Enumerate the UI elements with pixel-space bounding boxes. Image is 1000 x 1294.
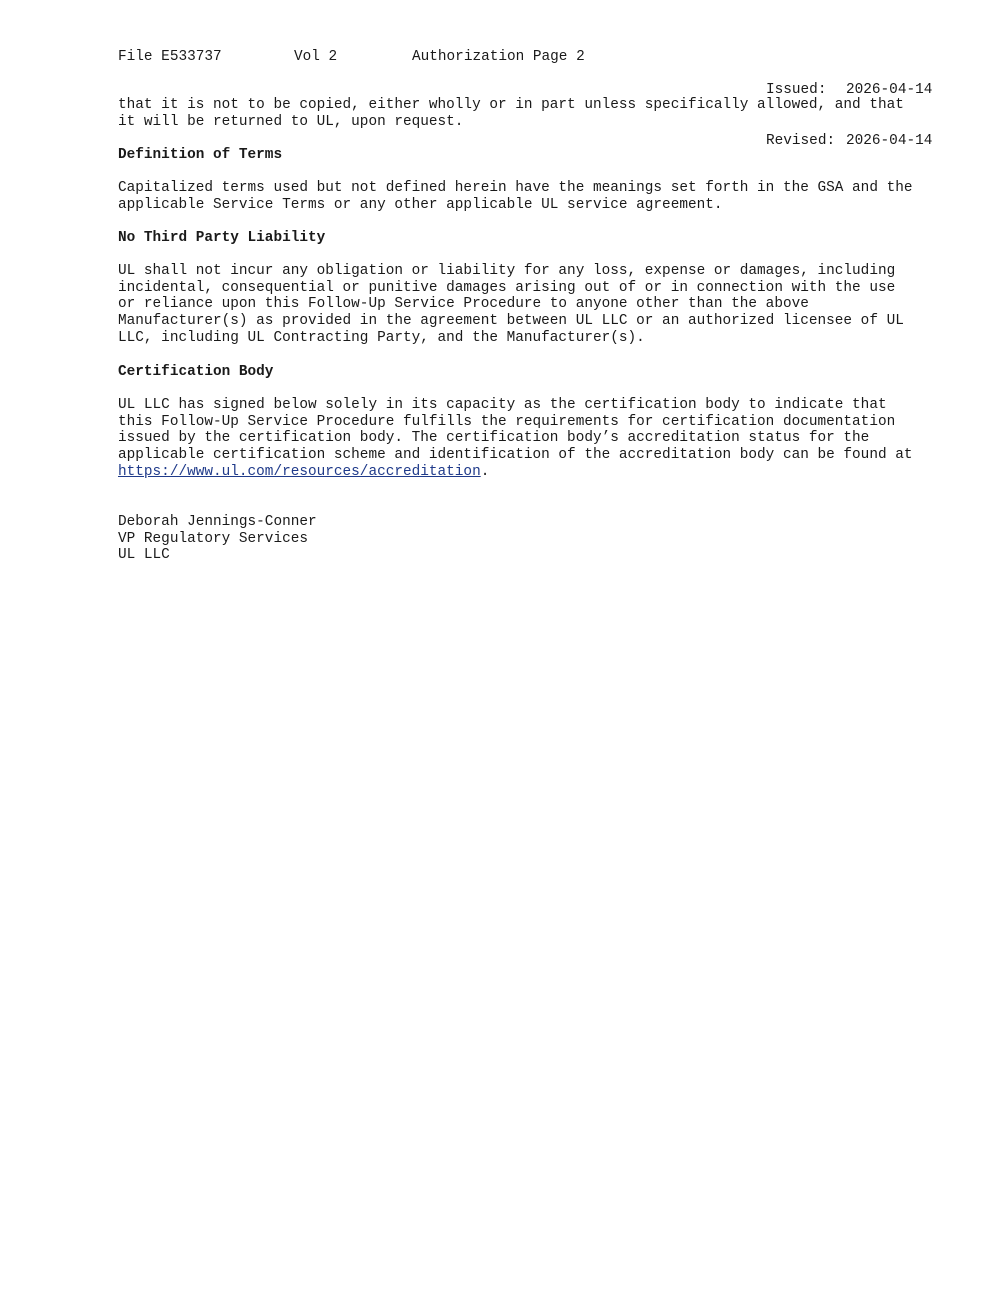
paragraph-line: Manufacturer(s) as provided in the agreement between UL LLC or an authorized licensee of UL [118,313,904,330]
intro-line: it will be returned to UL, upon request. [118,113,464,130]
intro-paragraph [118,97,938,130]
paragraph-line: issued by the certification body. The certification body’s accreditation status for the [118,430,870,447]
paragraph-line: incidental, consequential or punitive damages arising out of or in connection with the use [118,279,896,296]
paragraph-line: UL LLC has signed below solely in its capacity as the certification body to indicate that [118,397,887,413]
definition-paragraph [118,180,938,213]
signatory-name: Deborah Jennings-Conner [118,514,317,530]
signatory-organization: UL LLC [118,547,170,564]
accreditation-link[interactable]: https://www.ul.com/resources/accreditation [118,463,481,480]
paragraph-line: applicable Service Terms or any other applicable UL service agreement. [118,196,723,213]
paragraph-line: or reliance upon this Follow-Up Service Procedure to anyone other than the above [118,296,809,313]
issued-date: 2026-04-14 [846,82,933,99]
revised-label: Revised: [766,132,836,149]
signature-block [118,514,938,564]
issued-label: Issued: [766,82,827,99]
definition-section [118,147,938,164]
liability-section [118,230,938,247]
paragraph-line: applicable certification scheme and identification of the accreditation body can be found at [118,447,913,464]
paragraph-line: Capitalized terms used but not defined herein have the meanings set forth in the GSA and the [118,180,913,196]
volume-number: Vol 2 [294,49,338,65]
certification-paragraph [118,397,938,481]
certification-section [118,364,938,381]
paragraph-line: LLC, including UL Contracting Party, and the Manufacturer(s). [118,329,645,346]
intro-line: that it is not to be copied, either wholly or in part unless specifically allowed, and that [118,97,904,113]
paragraph-line: UL shall not incur any obligation or liability for any loss, expense or damages, including [118,263,896,279]
revised-date: 2026-04-14 [846,132,933,149]
paragraph-line [118,464,938,481]
file-number: File E533737 [118,49,222,65]
signatory-title: VP Regulatory Services [118,530,308,547]
link-suffix: . [480,463,490,480]
liability-paragraph [118,263,938,347]
section-heading: Certification Body [118,364,274,380]
section-heading: Definition of Terms [118,147,283,163]
paragraph-line: this Follow-Up Service Procedure fulfills the requirements for certification documentation [118,413,896,430]
page-title: Authorization Page 2 [412,49,585,65]
section-heading: No Third Party Liability [118,230,326,246]
